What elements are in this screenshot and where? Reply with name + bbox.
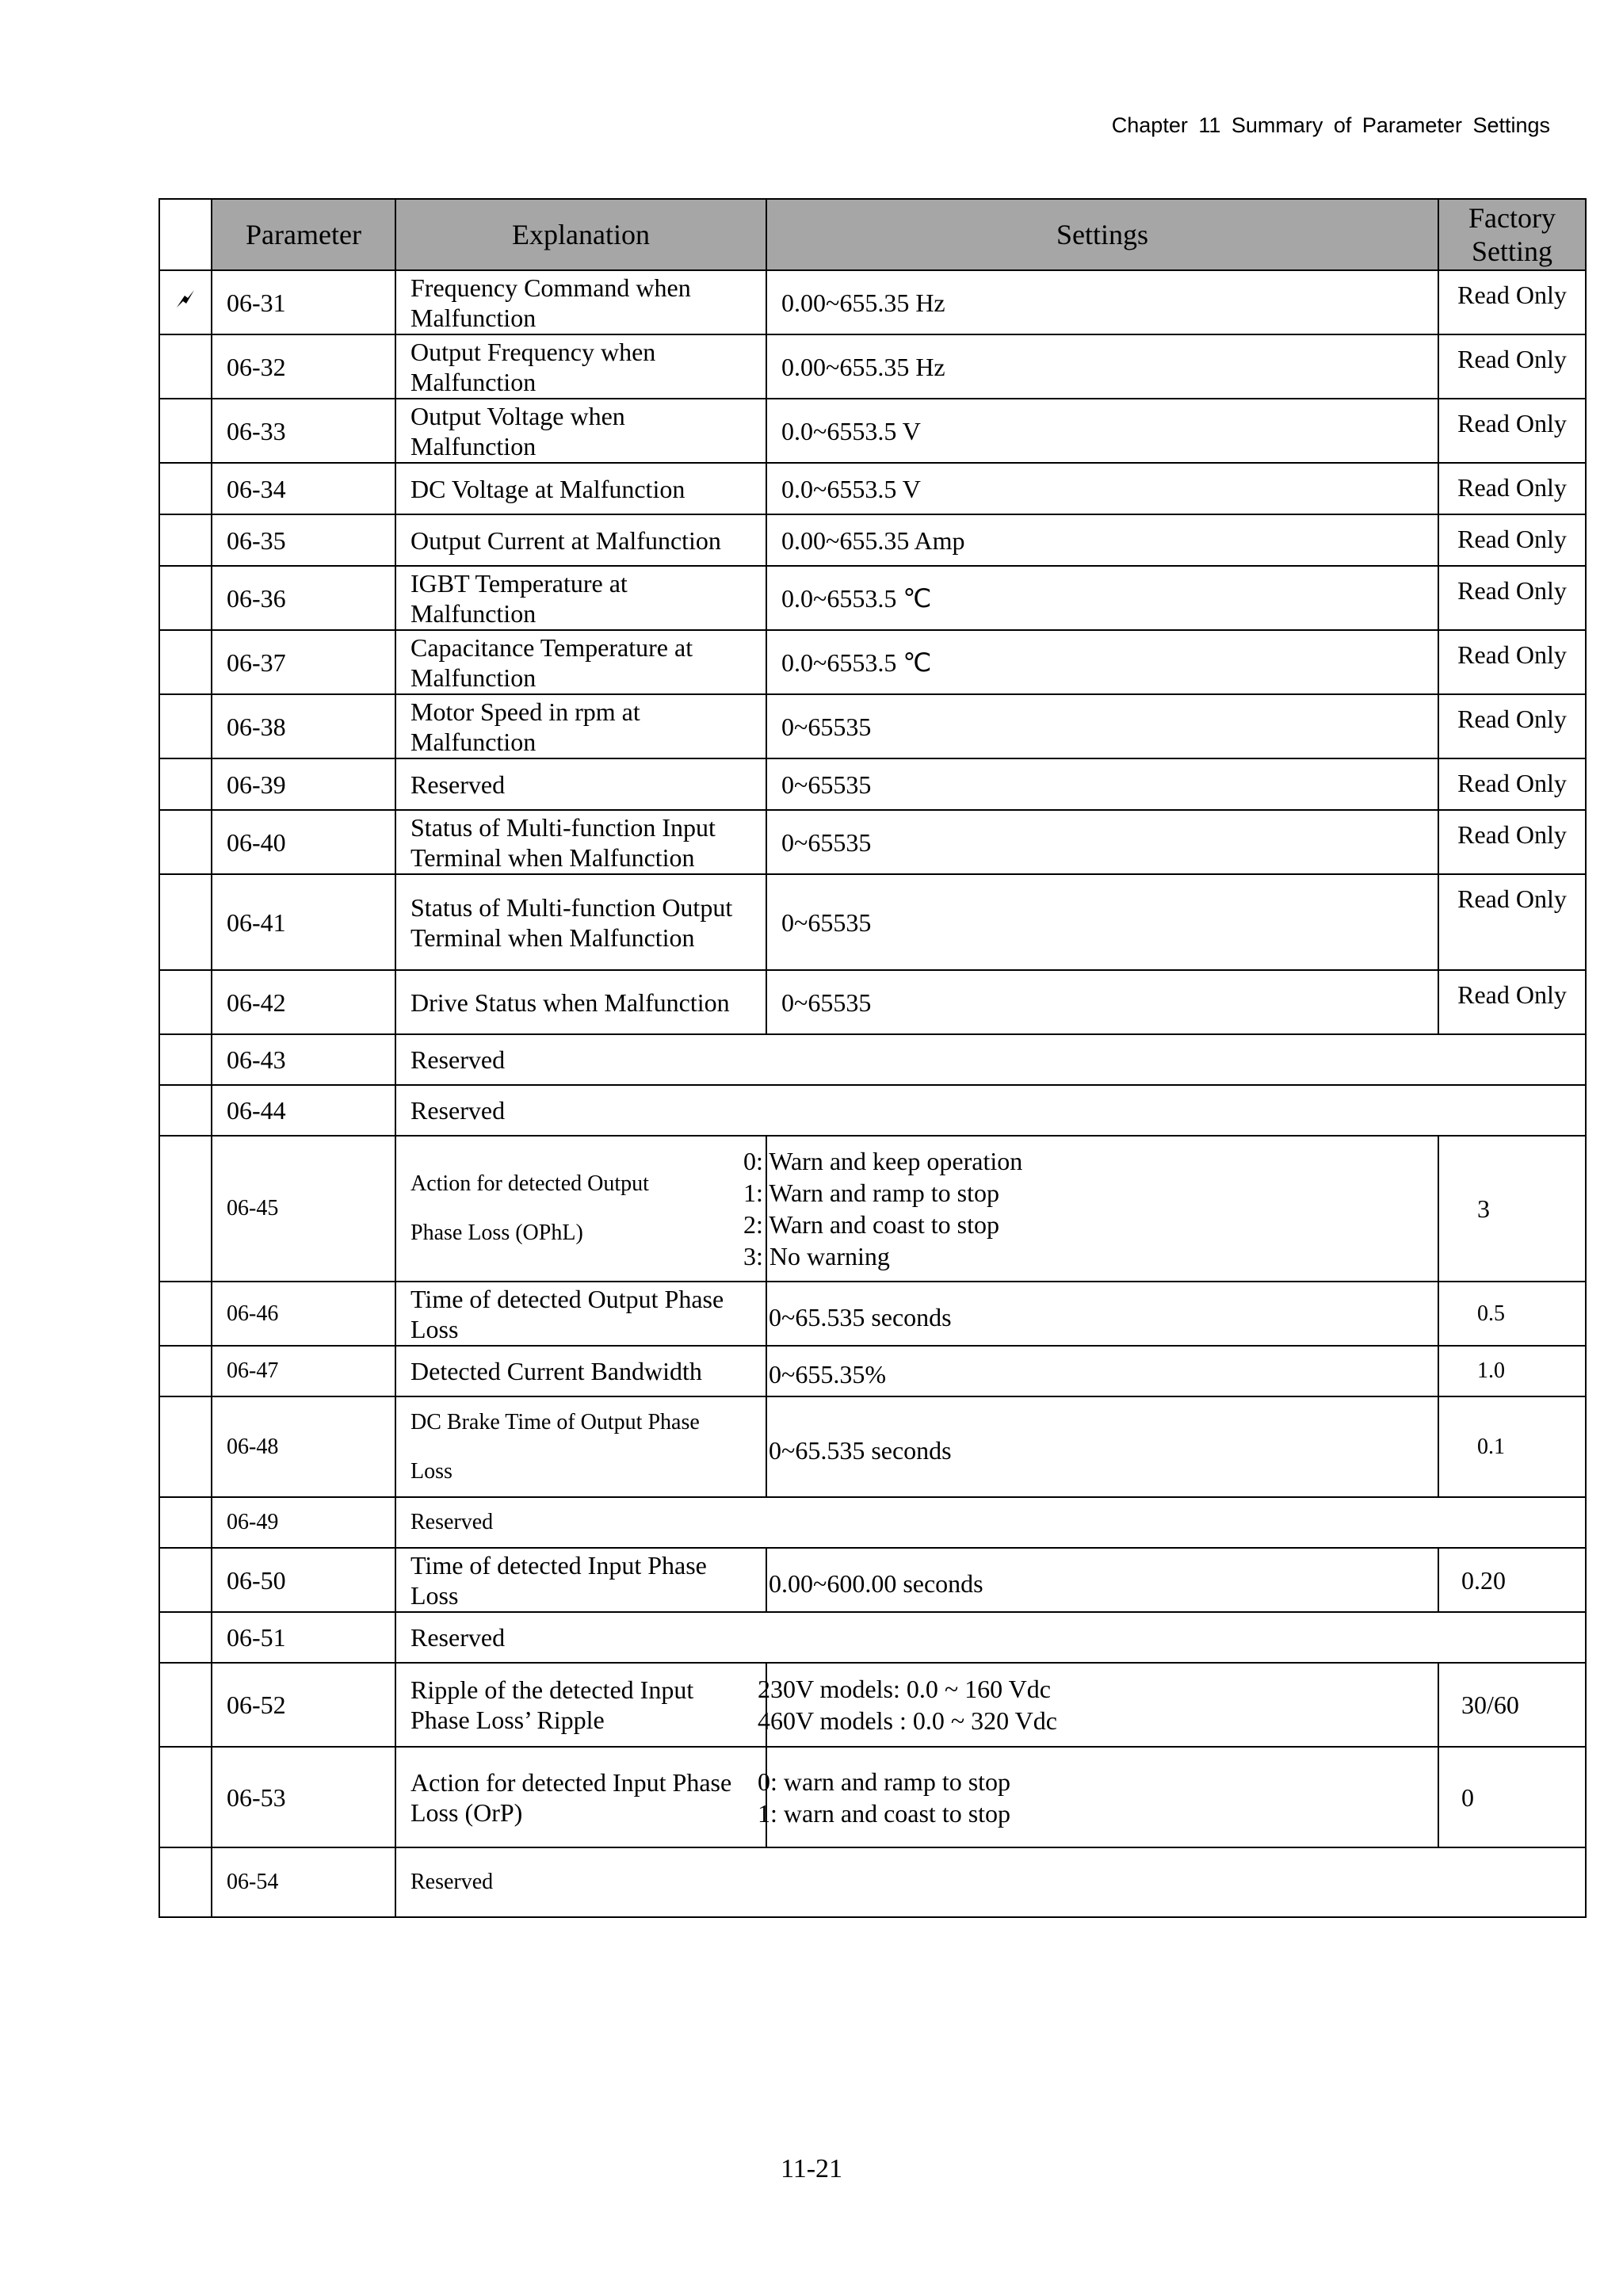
param-code: 06-32 xyxy=(212,334,395,399)
parameter-table xyxy=(158,198,1587,1918)
mark-cell xyxy=(159,1497,212,1548)
param-factory-setting: 0.5 xyxy=(1438,1282,1586,1346)
param-explanation: Reserved xyxy=(395,1612,1586,1663)
param-code: 06-33 xyxy=(212,399,395,463)
header-factory-setting: Factory Setting xyxy=(1438,199,1586,270)
mark-cell xyxy=(159,1282,212,1346)
setting-option: 1: warn and coast to stop xyxy=(758,1798,1011,1828)
table-row xyxy=(159,694,1586,758)
param-code: 06-35 xyxy=(212,514,395,566)
table-row xyxy=(159,463,1586,514)
param-factory-setting: Read Only xyxy=(1438,874,1586,970)
explanation-line: Loss xyxy=(411,1458,453,1484)
param-settings: 0.00~655.35 Amp xyxy=(766,514,1438,566)
setting-option: 0: Warn and keep operation xyxy=(743,1147,1023,1175)
param-settings: 0~65535 xyxy=(766,694,1438,758)
param-code: 06-54 xyxy=(212,1847,395,1917)
param-factory-setting: Read Only xyxy=(1438,463,1586,514)
table-row xyxy=(159,1747,1586,1847)
param-factory-setting: Read Only xyxy=(1438,810,1586,874)
param-factory-setting: 0.20 xyxy=(1438,1548,1586,1612)
table-row xyxy=(159,630,1586,694)
param-factory-setting: 0.1 xyxy=(1438,1396,1586,1497)
pencil-icon xyxy=(172,285,199,312)
mark-cell xyxy=(159,566,212,630)
param-settings: 0.0~6553.5 V xyxy=(766,399,1438,463)
param-settings: 0~65.535 seconds xyxy=(766,1396,1438,1497)
param-explanation: Reserved xyxy=(395,1847,1586,1917)
param-explanation: Reserved xyxy=(395,1497,1586,1548)
param-explanation: Reserved xyxy=(395,758,766,810)
mark-cell xyxy=(159,1136,212,1282)
table-row xyxy=(159,1396,1586,1497)
param-settings xyxy=(743,1136,1438,1282)
param-factory-setting: 0 xyxy=(1438,1747,1586,1847)
param-explanation: Reserved xyxy=(395,1085,1586,1136)
mark-cell xyxy=(159,874,212,970)
param-code: 06-43 xyxy=(212,1034,395,1085)
mark-cell xyxy=(159,270,212,334)
table-row xyxy=(159,1136,1586,1282)
param-code: 06-40 xyxy=(212,810,395,874)
param-settings: 0.0~6553.5 V xyxy=(766,463,1438,514)
param-settings: 0~65535 xyxy=(766,874,1438,970)
mark-cell xyxy=(159,810,212,874)
param-factory-setting: Read Only xyxy=(1438,970,1586,1034)
param-explanation: Status of Multi-function Output Terminal when Malfunction xyxy=(395,874,766,970)
param-explanation: Ripple of the detected Input Phase Loss’ Ripple xyxy=(395,1663,766,1747)
mark-cell xyxy=(159,1612,212,1663)
table-row-reserved xyxy=(159,1034,1586,1085)
setting-option: 3: No warning xyxy=(743,1242,890,1270)
mark-cell xyxy=(159,630,212,694)
param-explanation: Capacitance Temperature at Malfunction xyxy=(395,630,766,694)
mark-cell xyxy=(159,758,212,810)
param-explanation xyxy=(395,1396,766,1497)
table-row xyxy=(159,514,1586,566)
param-code: 06-47 xyxy=(212,1346,395,1396)
table-row xyxy=(159,334,1586,399)
param-code: 06-38 xyxy=(212,694,395,758)
table-row xyxy=(159,970,1586,1034)
mark-cell xyxy=(159,1034,212,1085)
setting-option: 460V models : 0.0 ~ 320 Vdc xyxy=(758,1706,1057,1735)
param-explanation: Output Current at Malfunction xyxy=(395,514,766,566)
param-factory-setting: Read Only xyxy=(1438,566,1586,630)
table-row xyxy=(159,758,1586,810)
param-code: 06-53 xyxy=(212,1747,395,1847)
table-row xyxy=(159,566,1586,630)
param-explanation: Detected Current Bandwidth xyxy=(395,1346,766,1396)
param-settings: 0~655.35% xyxy=(766,1346,1438,1396)
param-code: 06-50 xyxy=(212,1548,395,1612)
param-code: 06-52 xyxy=(212,1663,395,1747)
param-settings: 0~65535 xyxy=(766,758,1438,810)
param-factory-setting: Read Only xyxy=(1438,694,1586,758)
param-settings: 0.0~6553.5 ℃ xyxy=(766,630,1438,694)
param-code: 06-41 xyxy=(212,874,395,970)
mark-cell xyxy=(159,1747,212,1847)
param-factory-setting: Read Only xyxy=(1438,514,1586,566)
table-row xyxy=(159,270,1586,334)
param-settings: 0~65535 xyxy=(766,970,1438,1034)
param-factory-setting: Read Only xyxy=(1438,630,1586,694)
mark-cell xyxy=(159,1396,212,1497)
setting-option: 0: warn and ramp to stop xyxy=(758,1767,1011,1796)
param-code: 06-31 xyxy=(212,270,395,334)
header-explanation: Explanation xyxy=(395,199,766,270)
param-settings: 0.00~655.35 Hz xyxy=(766,334,1438,399)
table-row-reserved xyxy=(159,1497,1586,1548)
mark-cell xyxy=(159,970,212,1034)
param-code: 06-37 xyxy=(212,630,395,694)
param-explanation: Motor Speed in rpm at Malfunction xyxy=(395,694,766,758)
param-explanation: IGBT Temperature at Malfunction xyxy=(395,566,766,630)
page-header: Chapter 11 Summary of Parameter Settings xyxy=(1111,113,1550,137)
mark-cell xyxy=(159,1085,212,1136)
explanation-line: Phase Loss (OPhL) xyxy=(411,1221,583,1245)
param-explanation: Frequency Command when Malfunction xyxy=(395,270,766,334)
table-row xyxy=(159,810,1586,874)
param-factory-setting: 1.0 xyxy=(1438,1346,1586,1396)
param-code: 06-42 xyxy=(212,970,395,1034)
param-code: 06-36 xyxy=(212,566,395,630)
param-settings xyxy=(758,1663,1438,1747)
header-parameter: Parameter xyxy=(212,199,395,270)
param-factory-setting: Read Only xyxy=(1438,758,1586,810)
param-code: 06-34 xyxy=(212,463,395,514)
mark-cell xyxy=(159,1548,212,1612)
param-factory-setting: Read Only xyxy=(1438,334,1586,399)
setting-option: 230V models: 0.0 ~ 160 Vdc xyxy=(758,1675,1051,1703)
param-explanation: Status of Multi-function Input Terminal when Malfunction xyxy=(395,810,766,874)
param-settings: 0.00~655.35 Hz xyxy=(766,270,1438,334)
header-row xyxy=(159,199,1586,270)
mark-cell xyxy=(159,1346,212,1396)
param-explanation: Time of detected Input Phase Loss xyxy=(395,1548,766,1612)
param-settings: 0~65.535 seconds xyxy=(766,1282,1438,1346)
setting-option: 1: Warn and ramp to stop xyxy=(743,1179,999,1207)
param-explanation: Drive Status when Malfunction xyxy=(395,970,766,1034)
table-row xyxy=(159,1346,1586,1396)
table-row-reserved xyxy=(159,1085,1586,1136)
table-row-reserved xyxy=(159,1847,1586,1917)
explanation-line: Action for detected Output xyxy=(411,1171,649,1196)
param-explanation: DC Voltage at Malfunction xyxy=(395,463,766,514)
param-factory-setting: Read Only xyxy=(1438,399,1586,463)
table-row xyxy=(159,1282,1586,1346)
param-code: 06-51 xyxy=(212,1612,395,1663)
param-settings: 0.00~600.00 seconds xyxy=(766,1548,1438,1612)
param-explanation: Reserved xyxy=(395,1034,1586,1085)
param-factory-setting: Read Only xyxy=(1438,270,1586,334)
param-code: 06-46 xyxy=(212,1282,395,1346)
param-explanation: Action for detected Input Phase Loss (OrP) xyxy=(395,1747,766,1847)
param-settings xyxy=(758,1747,1438,1847)
table-row xyxy=(159,399,1586,463)
param-code: 06-45 xyxy=(212,1136,395,1282)
param-factory-setting: 3 xyxy=(1438,1136,1586,1282)
mark-cell xyxy=(159,1847,212,1917)
mark-cell xyxy=(159,334,212,399)
mark-cell xyxy=(159,463,212,514)
param-code: 06-44 xyxy=(212,1085,395,1136)
page-number: 11-21 xyxy=(780,2154,843,2183)
param-factory-setting: 30/60 xyxy=(1438,1663,1586,1747)
header-settings: Settings xyxy=(766,199,1438,270)
mark-cell xyxy=(159,399,212,463)
table-row-reserved xyxy=(159,1612,1586,1663)
param-code: 06-48 xyxy=(212,1396,395,1497)
param-explanation: Output Voltage when Malfunction xyxy=(395,399,766,463)
param-explanation: Output Frequency when Malfunction xyxy=(395,334,766,399)
mark-cell xyxy=(159,694,212,758)
param-settings: 0.0~6553.5 ℃ xyxy=(766,566,1438,630)
param-code: 06-49 xyxy=(212,1497,395,1548)
param-code: 06-39 xyxy=(212,758,395,810)
param-settings: 0~65535 xyxy=(766,810,1438,874)
explanation-line: DC Brake Time of Output Phase xyxy=(411,1409,700,1435)
param-explanation: Time of detected Output Phase Loss xyxy=(395,1282,766,1346)
mark-cell xyxy=(159,514,212,566)
header-mark-cell xyxy=(159,199,212,270)
table-row xyxy=(159,1663,1586,1747)
table-row xyxy=(159,874,1586,970)
mark-cell xyxy=(159,1663,212,1747)
setting-option: 2: Warn and coast to stop xyxy=(743,1210,999,1239)
param-explanation xyxy=(395,1136,766,1282)
table-row xyxy=(159,1548,1586,1612)
